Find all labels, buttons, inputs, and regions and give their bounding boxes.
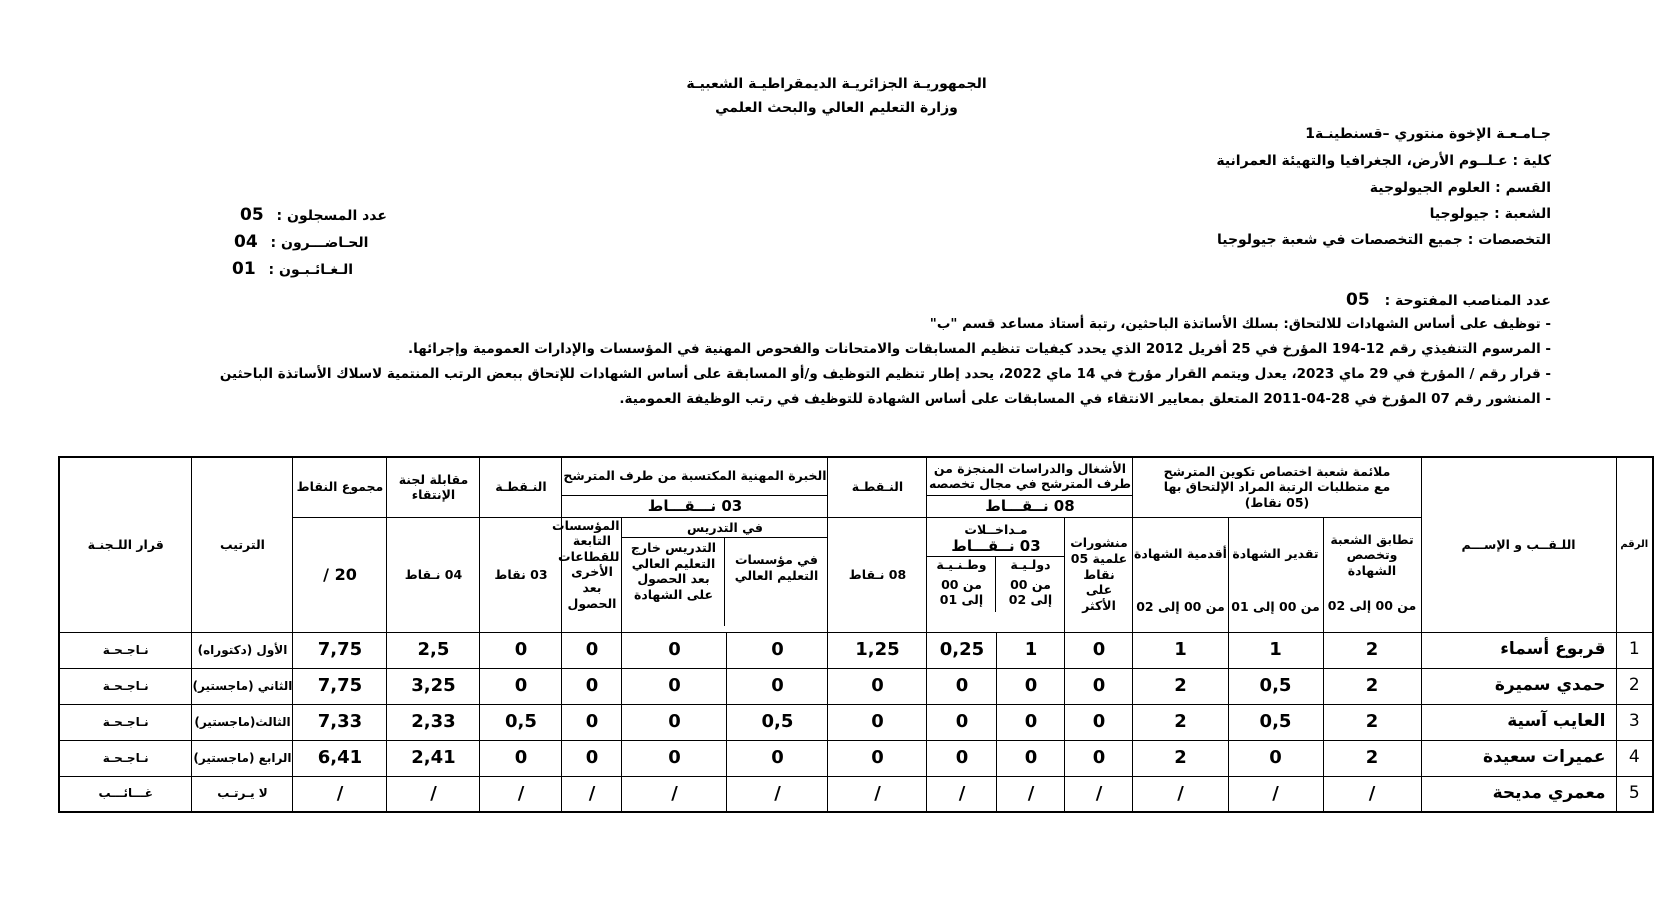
branch-name: الشعبة : جيولوجيا xyxy=(1429,206,1551,222)
row-decision: نـاجـحـة xyxy=(59,704,192,740)
row-other-sectors: 0 xyxy=(562,632,622,668)
header-teaching-label: في التدريس xyxy=(622,518,827,539)
row-rank: الرابع (ماجستير) xyxy=(192,740,293,776)
row-international: 0 xyxy=(997,704,1065,740)
row-other-sectors: / xyxy=(562,776,622,812)
row-other-sectors: 0 xyxy=(562,704,622,740)
row-decision: نـاجـحـة xyxy=(59,632,192,668)
header-national-range: من 00 إلى 01 xyxy=(939,576,984,608)
header-relevance-b xyxy=(1228,517,1323,632)
reference-line: - توظيف على أساس الشهادات للالتحاق: بسلك الأساتذة الباحثين، رتبة أستاذ مساعد قسم "ب" xyxy=(929,316,1551,332)
header-points-1: النـقطـة xyxy=(828,457,927,517)
row-teaching-outside: / xyxy=(622,776,727,812)
registered-value: 05 xyxy=(240,205,264,225)
row-interview: / xyxy=(387,776,480,812)
row-points-2: 0 xyxy=(480,740,562,776)
present-value: 04 xyxy=(234,232,258,252)
department-name: القسم : العلوم الجيولوجية xyxy=(1369,180,1551,196)
header-points-2-value: 03 نقاط xyxy=(480,517,562,632)
row-num: 5 xyxy=(1616,776,1653,812)
row-total: 7,75 xyxy=(293,632,387,668)
row-interview: 2,5 xyxy=(387,632,480,668)
specialties: التخصصات : جميع التخصصات في شعبة جيولوجيا xyxy=(1216,232,1551,248)
row-points-1: / xyxy=(828,776,927,812)
row-national: 0 xyxy=(927,740,997,776)
row-relevance-b: 0,5 xyxy=(1228,668,1323,704)
row-points-2: 0,5 xyxy=(480,704,562,740)
header-national-label: وطـنـيـة xyxy=(936,556,987,572)
header-relevance-c xyxy=(1133,517,1228,632)
row-interview: 3,25 xyxy=(387,668,480,704)
row-points-2: 0 xyxy=(480,632,562,668)
row-international: 1 xyxy=(997,632,1065,668)
row-teaching-higher: 0,5 xyxy=(727,704,828,740)
header-works-group: الأشغال والدراسات المنجزة من طرف المترشح في مجال تخصصه xyxy=(927,457,1133,495)
row-decision: غـــائـــب xyxy=(59,776,192,812)
header-relevance-a xyxy=(1323,517,1421,632)
header-name: اللـقــب و الإســـم xyxy=(1421,457,1616,632)
row-name: عميرات سعيدة xyxy=(1421,740,1616,776)
row-publications: 0 xyxy=(1065,632,1133,668)
row-national: 0 xyxy=(927,704,997,740)
row-relevance-c: 2 xyxy=(1133,740,1228,776)
header-rank: الترتيب xyxy=(192,457,293,632)
row-relevance-c: 1 xyxy=(1133,632,1228,668)
university-name: جـامـعـة الإخوة منتوري –قسنطينـة1 xyxy=(1305,126,1551,142)
table-row xyxy=(59,632,1653,668)
header-points-2: النـقطـة xyxy=(480,457,562,517)
table-row xyxy=(59,776,1653,812)
registered-label: عدد المسجلون : xyxy=(276,208,387,224)
header-total-scale: 20 / xyxy=(293,517,387,632)
absent-label: الـغـائـبـون : xyxy=(268,262,354,278)
header-international-range: من 00 إلى 02 xyxy=(1008,576,1053,608)
reference-line: - المرسوم التنفيذي رقم 12-194 المؤرخ في 25 أفريل 2012 الذي يحدد كيفيات تنظيم المسابقات والامتحانات والفحوص المهنية في المؤسسات والإدارات العمومية وإجرائها. xyxy=(408,341,1551,357)
faculty-name: كلية : عـلــوم الأرض، الجغرافيا والتهيئة العمرانية xyxy=(1216,153,1551,169)
header-relevance-b-range: من 00 إلى 01 xyxy=(1231,599,1320,615)
row-num: 2 xyxy=(1616,668,1653,704)
present-label: الحـاضـــرون : xyxy=(270,235,369,251)
open-positions-value: 05 xyxy=(1346,290,1370,310)
row-international: / xyxy=(997,776,1065,812)
row-rank: لا يـرتـب xyxy=(192,776,293,812)
header-decision: قرار اللـجنـة xyxy=(59,457,192,632)
row-points-2: / xyxy=(480,776,562,812)
header-relevance-c-label: أقدمية الشهادة xyxy=(1134,545,1227,561)
row-publications: 0 xyxy=(1065,740,1133,776)
header-experience-points: 03 نـــقـــاط xyxy=(562,495,828,517)
row-num: 1 xyxy=(1616,632,1653,668)
row-rank: الثاني (ماجستير) xyxy=(192,668,293,704)
header-communications-label: مـداخــلات xyxy=(964,521,1028,537)
row-relevance-a: 2 xyxy=(1323,668,1421,704)
row-relevance-b: 0 xyxy=(1228,740,1323,776)
row-total: 7,75 xyxy=(293,668,387,704)
row-decision: نـاجـحـة xyxy=(59,668,192,704)
header-international xyxy=(995,557,1064,612)
row-other-sectors: 0 xyxy=(562,668,622,704)
row-relevance-b: 0,5 xyxy=(1228,704,1323,740)
table-row xyxy=(59,668,1653,704)
header-communications xyxy=(927,517,1065,632)
header-other-sectors: المؤسسات التابعة للقطاعات الأخرى بعد الحصول xyxy=(562,517,622,632)
row-total: / xyxy=(293,776,387,812)
header-relevance-b-label: تقدير الشهادة xyxy=(1232,545,1319,561)
header-points-1-value: 08 نـقاط xyxy=(828,517,927,632)
header-num: الرقم xyxy=(1616,457,1653,632)
header-communications-points: 03 نــقـــاط xyxy=(951,537,1041,556)
row-relevance-a: 2 xyxy=(1323,740,1421,776)
row-national: 0 xyxy=(927,668,997,704)
row-rank: الأول (دكتوراه) xyxy=(192,632,293,668)
row-national: 0,25 xyxy=(927,632,997,668)
row-points-1: 0 xyxy=(828,740,927,776)
header-total: مجموع النقاط xyxy=(293,457,387,517)
row-name: العايب آسية xyxy=(1421,704,1616,740)
row-relevance-b: / xyxy=(1228,776,1323,812)
row-teaching-higher: 0 xyxy=(727,632,828,668)
row-teaching-higher: 0 xyxy=(727,668,828,704)
row-publications: 0 xyxy=(1065,704,1133,740)
table-row xyxy=(59,740,1653,776)
reference-line: - المنشور رقم 07 المؤرخ في 28-04-2011 المتعلق بمعايير الانتقاء في المسابقات على أساس الشهادة للتوظيف في رتب الوظيفة العمومية. xyxy=(619,391,1551,407)
header-national xyxy=(927,557,995,612)
row-teaching-outside: 0 xyxy=(622,704,727,740)
results-table xyxy=(58,456,1654,813)
row-name: حمدي سميرة xyxy=(1421,668,1616,704)
row-teaching-outside: 0 xyxy=(622,668,727,704)
header-works-points: 08 نــقـــاط xyxy=(927,495,1133,517)
open-positions-label: عدد المناصب المفتوحة : xyxy=(1384,293,1551,309)
row-publications: 0 xyxy=(1065,668,1133,704)
row-relevance-c: 2 xyxy=(1133,668,1228,704)
republic-title: الجمهوريـة الجزائريـة الديمقراطيـة الشعبيـة xyxy=(686,76,987,92)
row-teaching-higher: / xyxy=(727,776,828,812)
row-interview: 2,41 xyxy=(387,740,480,776)
ministry-title: وزارة التعليم العالي والبحث العلمي xyxy=(715,100,958,116)
row-total: 7,33 xyxy=(293,704,387,740)
header-interview: مقابلة لجنة الإنتقاء xyxy=(387,457,480,517)
row-teaching-outside: 0 xyxy=(622,740,727,776)
row-other-sectors: 0 xyxy=(562,740,622,776)
row-points-1: 1,25 xyxy=(828,632,927,668)
header-teaching-higher: في مؤسسات التعليم العالي xyxy=(724,538,827,626)
row-relevance-a: / xyxy=(1323,776,1421,812)
row-relevance-a: 2 xyxy=(1323,704,1421,740)
row-national: / xyxy=(927,776,997,812)
header-relevance-a-label: تطابق الشعبة وتخصص الشهادة xyxy=(1330,531,1414,578)
header-experience-group: الخبرة المهنية المكتسبة من طرف المترشح xyxy=(562,457,828,495)
header-publications: منشورات علمية 05 نقاط على الأكثر xyxy=(1065,517,1133,632)
row-rank: الثالث(ماجستير) xyxy=(192,704,293,740)
header-teaching xyxy=(622,517,828,632)
registered-count xyxy=(240,205,387,225)
row-relevance-a: 2 xyxy=(1323,632,1421,668)
row-points-2: 0 xyxy=(480,668,562,704)
reference-line: - قرار رقم / المؤرخ في 29 ماي 2023، يعدل ويتمم القرار مؤرخ في 14 ماي 2022، يحدد إطار تنظيم التوظيف و/أو المسابقة على أساس الشهادات للإتحاق ببعض الرتب المنتمية لاسلاك الأساتذة الباحثين xyxy=(219,366,1551,382)
row-name: قربوع أسماء xyxy=(1421,632,1616,668)
row-decision: نـاجـحـة xyxy=(59,740,192,776)
row-num: 4 xyxy=(1616,740,1653,776)
row-relevance-c: 2 xyxy=(1133,704,1228,740)
present-count xyxy=(234,232,368,252)
row-publications: / xyxy=(1065,776,1133,812)
row-international: 0 xyxy=(997,740,1065,776)
header-interview-points: 04 نـقاط xyxy=(387,517,480,632)
header-relevance-a-range: من 00 إلى 02 xyxy=(1327,598,1417,614)
table-row xyxy=(59,704,1653,740)
header-teaching-outside: التدريس خارج التعليم العالي بعد الحصول على الشهادة xyxy=(630,540,717,602)
absent-value: 01 xyxy=(232,259,256,279)
header-relevance-group: ملائمة شعبة اختصاص تكوين المترشح مع متطلبات الرتبة المراد الإلتحاق بها (05 نقاط) xyxy=(1133,457,1421,517)
row-international: 0 xyxy=(997,668,1065,704)
row-relevance-c: / xyxy=(1133,776,1228,812)
row-num: 3 xyxy=(1616,704,1653,740)
row-total: 6,41 xyxy=(293,740,387,776)
row-teaching-outside: 0 xyxy=(622,632,727,668)
row-points-1: 0 xyxy=(828,668,927,704)
absent-count xyxy=(232,259,353,279)
open-positions xyxy=(1346,290,1551,310)
header-international-label: دولـيـة xyxy=(1010,556,1051,572)
row-teaching-higher: 0 xyxy=(727,740,828,776)
row-interview: 2,33 xyxy=(387,704,480,740)
header-relevance-c-range: من 00 إلى 02 xyxy=(1136,599,1225,615)
row-points-1: 0 xyxy=(828,704,927,740)
row-relevance-b: 1 xyxy=(1228,632,1323,668)
row-name: معمري مديحة xyxy=(1421,776,1616,812)
